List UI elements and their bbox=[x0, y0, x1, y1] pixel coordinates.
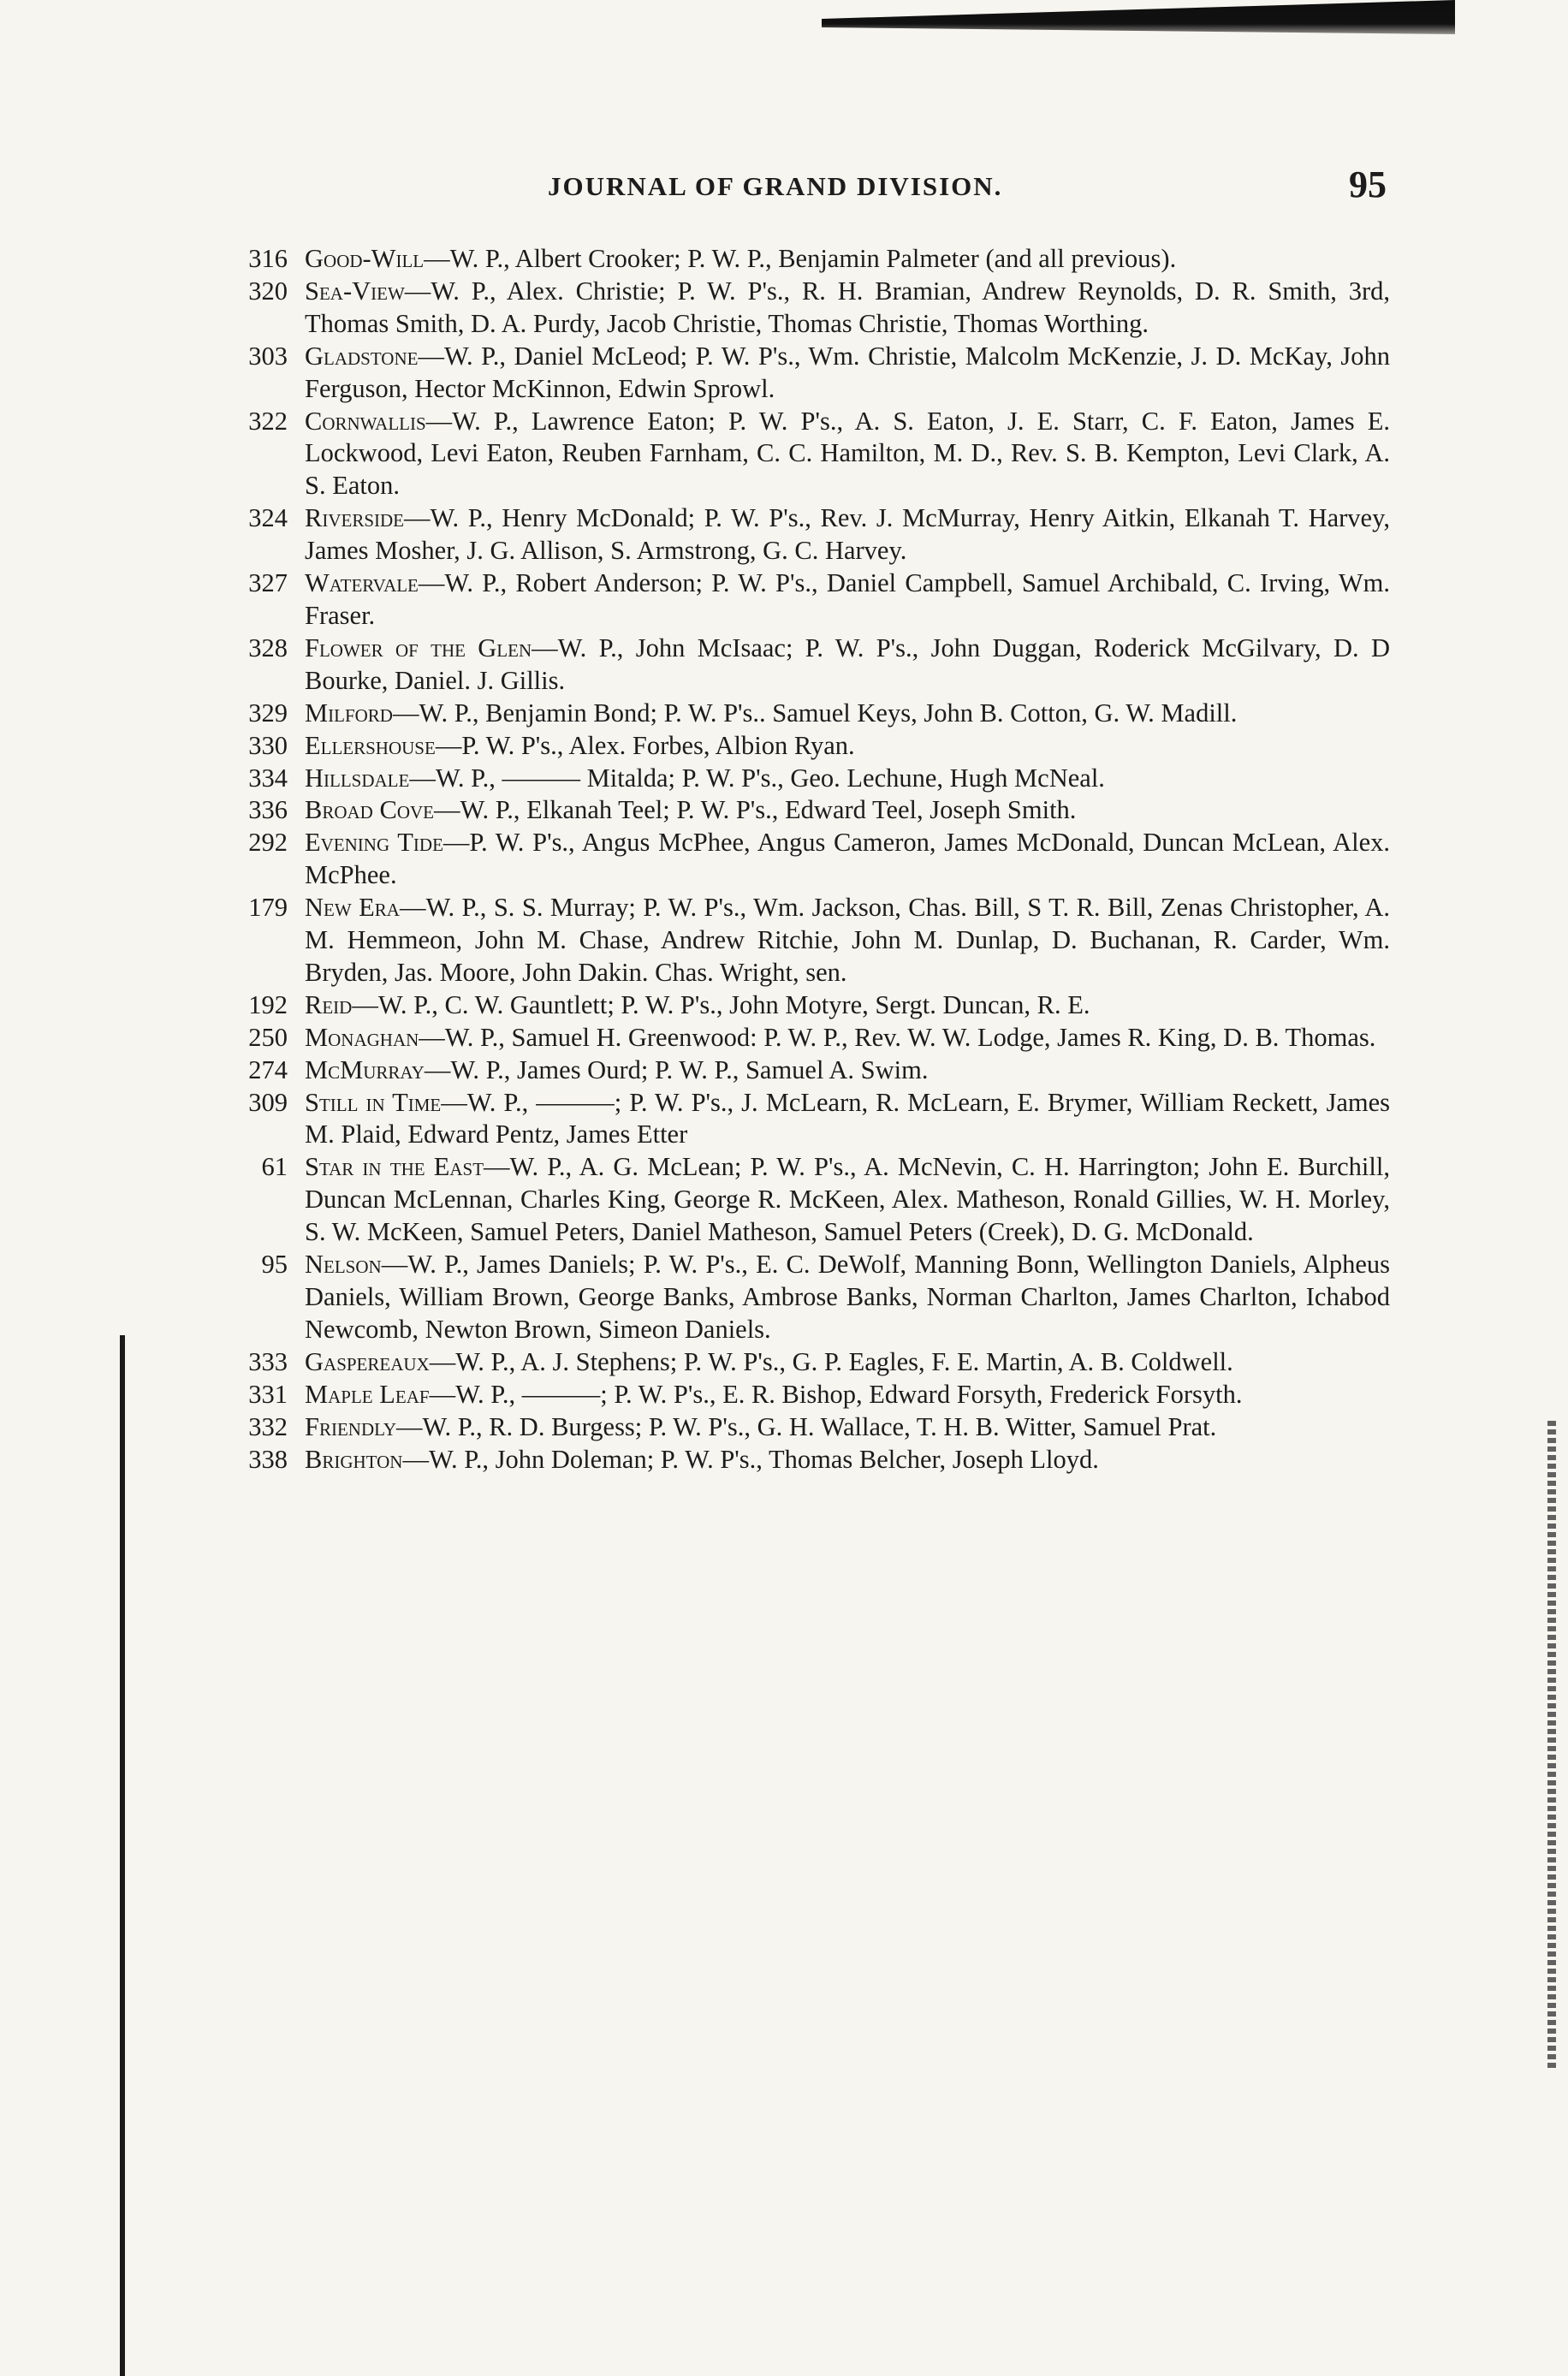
lodge-name: Reid bbox=[305, 989, 353, 1019]
entry-number: 322 bbox=[248, 406, 288, 436]
page-header bbox=[214, 163, 1387, 214]
lodge-entry bbox=[202, 1379, 1390, 1411]
entry-text: —W. P., A. J. Stephens; P. W. P's., G. P. Eagles, F. E. Martin, A. B. Coldwell. bbox=[429, 1346, 1233, 1376]
lodge-entry bbox=[202, 1151, 1390, 1249]
lodge-entry bbox=[202, 1346, 1390, 1379]
lodge-entry bbox=[202, 406, 1390, 503]
lodge-entry bbox=[202, 1087, 1390, 1152]
lodge-name: Evening Tide bbox=[305, 828, 443, 858]
entry-number: 316 bbox=[248, 244, 288, 273]
entry-text: —W. P., Samuel H. Greenwood: P. W. P., Rev. W. W. Lodge, James R. King, D. B. Thomas. bbox=[419, 1022, 1376, 1052]
entry-number: 328 bbox=[248, 633, 288, 662]
lodge-entry bbox=[202, 567, 1390, 633]
lodge-name: Monaghan bbox=[305, 1022, 419, 1052]
lodge-name: McMurray bbox=[305, 1054, 425, 1084]
entry-text: —W. P., A. G. McLean; P. W. P's., A. McNevin, C. H. Harrington; John E. Burchill, Duncan McLennan, Charles King, George R. McKeen, Alex. Matheson, Ronald Gillies, W. H. Morley, S. W. McKeen, Samuel Peters, Daniel Matheson, Samuel Peters (Creek), D. G. McDonald. bbox=[305, 1152, 1390, 1247]
lodge-name: Cornwallis bbox=[305, 406, 426, 436]
entry-text: —W. P., Robert Anderson; P. W. P's., Daniel Campbell, Samuel Archibald, C. Irving, Wm. Fraser. bbox=[305, 568, 1390, 630]
entry-number: 274 bbox=[248, 1054, 288, 1084]
lodge-entry bbox=[202, 1054, 1390, 1087]
lodge-name: Brighton bbox=[305, 1444, 403, 1474]
entry-number: 179 bbox=[248, 893, 288, 923]
entry-number: 292 bbox=[248, 828, 288, 858]
lodge-name: Nelson bbox=[305, 1250, 382, 1280]
entry-text: —W. P., James Ourd; P. W. P., Samuel A. Swim. bbox=[424, 1054, 929, 1084]
entry-number: 303 bbox=[248, 341, 288, 371]
lodge-entry bbox=[202, 1249, 1390, 1346]
entry-text: —W. P., ———; P. W. P's., J. McLearn, R. McLearn, E. Brymer, William Reckett, James M. Plaid, Edward Pentz, James Etter bbox=[305, 1087, 1390, 1149]
entry-number: 250 bbox=[248, 1022, 288, 1052]
entry-number: 61 bbox=[261, 1152, 288, 1182]
entry-text: —W. P., ——— Mitalda; P. W. P's., Geo. Lechune, Hugh McNeal. bbox=[409, 763, 1105, 793]
lodge-entries-list bbox=[202, 243, 1390, 1476]
lodge-name: Hillsdale bbox=[305, 763, 410, 793]
entry-number: 336 bbox=[248, 795, 288, 825]
lodge-name: Star in the East bbox=[305, 1152, 484, 1182]
entry-text: —W. P., Henry McDonald; P. W. P's., Rev. J. McMurray, Henry Aitkin, Elkanah T. Harvey, James Mosher, J. G. Allison, S. Armstrong, G. C. Harvey. bbox=[305, 503, 1390, 566]
entry-text: —W. P., R. D. Burgess; P. W. P's., G. H. Wallace, T. H. B. Witter, Samuel Prat. bbox=[396, 1411, 1217, 1441]
entry-number: 330 bbox=[248, 730, 288, 760]
entry-text: —W. P., ———; P. W. P's., E. R. Bishop, Edward Forsyth, Frederick Forsyth. bbox=[429, 1379, 1243, 1409]
entry-number: 327 bbox=[248, 568, 288, 598]
lodge-entry bbox=[202, 341, 1390, 406]
right-scan-artifact bbox=[1547, 1421, 1556, 2071]
lodge-entry bbox=[202, 763, 1390, 795]
lodge-entry bbox=[202, 698, 1390, 730]
lodge-name: Maple Leaf bbox=[305, 1379, 430, 1409]
entry-text: —W. P., Albert Crooker; P. W. P., Benjamin Palmeter (and all previous). bbox=[424, 244, 1177, 273]
lodge-name: Ellershouse bbox=[305, 730, 436, 760]
lodge-entry bbox=[202, 243, 1390, 276]
lodge-entry bbox=[202, 276, 1390, 341]
entry-text: —W. P., John McIsaac; P. W. P's., John Duggan, Roderick McGilvary, D. D Bourke, Daniel. J. Gillis. bbox=[305, 633, 1391, 695]
lodge-entry bbox=[202, 502, 1390, 567]
entry-text: —W. P., John Doleman; P. W. P's., Thomas Belcher, Joseph Lloyd. bbox=[402, 1444, 1099, 1474]
entry-number: 338 bbox=[248, 1444, 288, 1474]
lodge-name: Riverside bbox=[305, 503, 405, 533]
lodge-name: Broad Cove bbox=[305, 795, 434, 825]
top-edge-rule bbox=[822, 0, 1455, 34]
lodge-entry bbox=[202, 730, 1390, 763]
entry-number: 192 bbox=[248, 989, 288, 1019]
entry-number: 333 bbox=[248, 1346, 288, 1376]
lodge-entry bbox=[202, 794, 1390, 827]
lodge-entry bbox=[202, 1022, 1390, 1054]
lodge-name: Gladstone bbox=[305, 341, 419, 371]
entry-number: 309 bbox=[248, 1087, 288, 1117]
lodge-entry bbox=[202, 633, 1390, 698]
entry-text: —W. P., Benjamin Bond; P. W. P's.. Samuel Keys, John B. Cotton, G. W. Madill. bbox=[392, 698, 1238, 728]
lodge-name: Friendly bbox=[305, 1411, 397, 1441]
lodge-entry bbox=[202, 1444, 1390, 1476]
page-number: 95 bbox=[1349, 163, 1387, 205]
lodge-name: Flower of the Glen bbox=[305, 633, 532, 662]
entry-number: 95 bbox=[261, 1250, 288, 1280]
entry-text: —W. P., Elkanah Teel; P. W. P's., Edward Teel, Joseph Smith. bbox=[433, 795, 1077, 825]
lodge-entry bbox=[202, 827, 1390, 892]
lodge-name: Milford bbox=[305, 698, 393, 728]
lodge-entry bbox=[202, 1411, 1390, 1444]
entry-number: 331 bbox=[248, 1379, 288, 1409]
lodge-entry bbox=[202, 989, 1390, 1022]
entry-number: 334 bbox=[248, 763, 288, 793]
lodge-name: Still in Time bbox=[305, 1087, 442, 1117]
entry-text: —P. W. P's., Alex. Forbes, Albion Ryan. bbox=[435, 730, 855, 760]
entry-text: —P. W. P's., Angus McPhee, Angus Cameron, James McDonald, Duncan McLean, Alex. McPhee. bbox=[305, 828, 1390, 890]
entry-text: —W. P., Daniel McLeod; P. W. P's., Wm. Christie, Malcolm McKenzie, J. D. McKay, John Ferguson, Hector McKinnon, Edwin Sprowl. bbox=[305, 341, 1390, 403]
entry-text: —W. P., Lawrence Eaton; P. W. P's., A. S. Eaton, J. E. Starr, C. F. Eaton, James E. Lockwood, Levi Eaton, Reuben Farnham, C. C. Hamilton, M. D., Rev. S. B. Kempton, Levi Clark, A. S. Eaton. bbox=[305, 406, 1390, 501]
entry-text: —W. P., Alex. Christie; P. W. P's., R. H. Bramian, Andrew Reynolds, D. R. Smith, 3rd, Thomas Smith, D. A. Purdy, Jacob Christie, Thomas Christie, Thomas Worthing. bbox=[305, 276, 1390, 338]
lodge-name: New Era bbox=[305, 893, 400, 923]
lodge-name: Good-Will bbox=[305, 244, 425, 273]
entry-text: —W. P., James Daniels; P. W. P's., E. C. DeWolf, Manning Bonn, Wellington Daniels, Alpheus Daniels, William Brown, George Banks, Ambrose Banks, Norman Charlton, James Charlton, Ichabod Newcomb, Newton Brown, Simeon Daniels. bbox=[305, 1250, 1390, 1344]
left-binding-edge bbox=[120, 1335, 125, 2376]
lodge-name: Sea-View bbox=[305, 276, 405, 306]
entry-number: 320 bbox=[248, 276, 288, 306]
lodge-name: Gaspereaux bbox=[305, 1346, 430, 1376]
entry-number: 324 bbox=[248, 503, 288, 533]
running-head: JOURNAL OF GRAND DIVISION. bbox=[548, 171, 1003, 201]
lodge-name: Watervale bbox=[305, 568, 419, 598]
lodge-entry bbox=[202, 892, 1390, 989]
entry-number: 332 bbox=[248, 1411, 288, 1441]
entry-number: 329 bbox=[248, 698, 288, 728]
entry-text: —W. P., S. S. Murray; P. W. P's., Wm. Jackson, Chas. Bill, S T. R. Bill, Zenas Christopher, A. M. Hemmeon, John M. Chase, Andrew Ritchie, John M. Dunlap, D. Buchanan, R. Carder, Wm. Bryden, Jas. Moore, John Dakin. Chas. Wright, sen. bbox=[305, 893, 1390, 987]
entry-text: —W. P., C. W. Gauntlett; P. W. P's., John Motyre, Sergt. Duncan, R. E. bbox=[352, 989, 1090, 1019]
